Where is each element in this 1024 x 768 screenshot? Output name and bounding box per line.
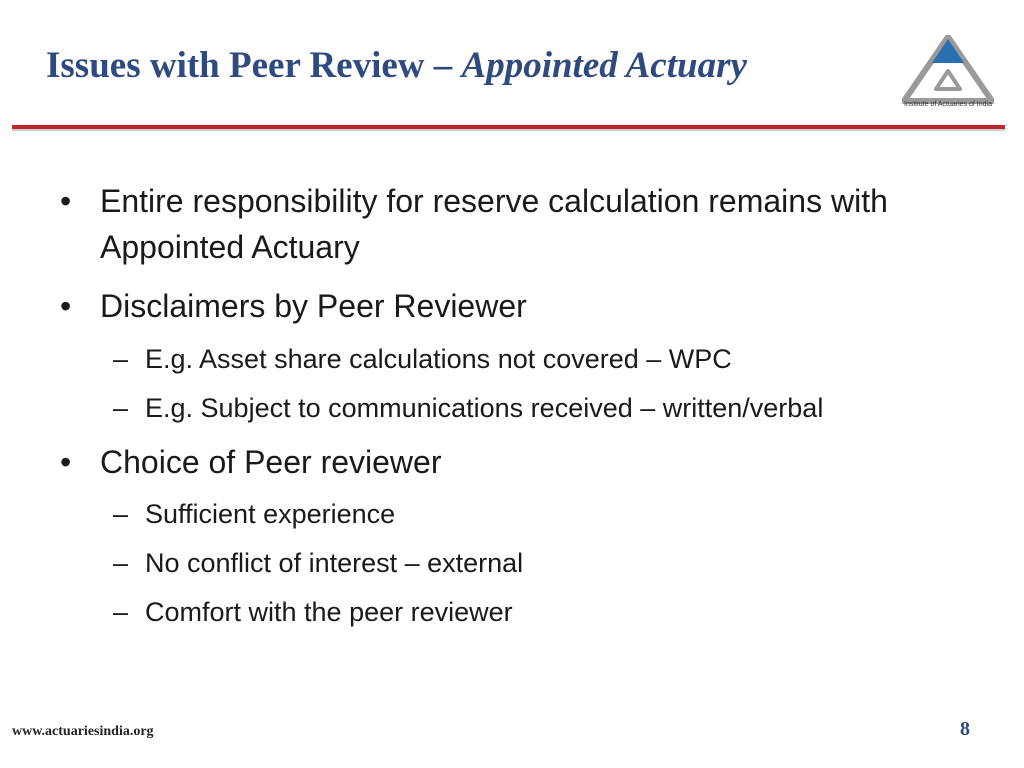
bullet-marker: •: [60, 183, 72, 219]
sub-bullet-marker: –: [113, 548, 129, 578]
sub-bullet-item: [113, 594, 1005, 630]
slide-title: [46, 41, 747, 91]
logo-caption: Institute of Actuaries of India: [904, 101, 992, 108]
bullet-item: [60, 283, 980, 329]
bullet-text: Disclaimers by Peer Reviewer: [100, 288, 527, 324]
footer-website-link[interactable]: www.actuariesindia.org: [12, 724, 154, 739]
sub-bullet-marker: –: [113, 597, 129, 627]
sub-bullet-item: [113, 341, 1005, 377]
title-divider-shadow: [12, 129, 1005, 131]
sub-bullet-marker: –: [113, 393, 129, 423]
sub-bullet-text: Sufficient experience: [145, 499, 396, 529]
bullet-marker: •: [60, 288, 72, 324]
sub-bullet-marker: –: [113, 499, 129, 529]
bullet-marker: •: [60, 444, 72, 480]
sub-bullet-item: [113, 390, 1005, 426]
bullet-item: [60, 178, 980, 270]
title-main: Issues with Peer Review: [46, 45, 425, 86]
sub-bullet-item: [113, 545, 1005, 581]
sub-bullet-text: E.g. Subject to communications received – written/verbal: [145, 393, 824, 423]
sub-bullet-item: [113, 496, 1005, 532]
sub-bullet-text: No conflict of interest – external: [145, 548, 524, 578]
sub-bullet-text: Comfort with the peer reviewer: [145, 597, 513, 627]
bullet-text: Entire responsibility for reserve calculation remains with Appointed Actuary: [100, 183, 888, 265]
page-number: 8: [960, 718, 970, 740]
bullet-item: [60, 439, 980, 485]
title-italic: Appointed Actuary: [461, 45, 747, 86]
title-separator: –: [433, 45, 453, 86]
bullet-text: Choice of Peer reviewer: [100, 444, 442, 480]
sub-bullet-marker: –: [113, 344, 129, 374]
sub-bullet-text: E.g. Asset share calculations not covered – WPC: [145, 344, 732, 374]
